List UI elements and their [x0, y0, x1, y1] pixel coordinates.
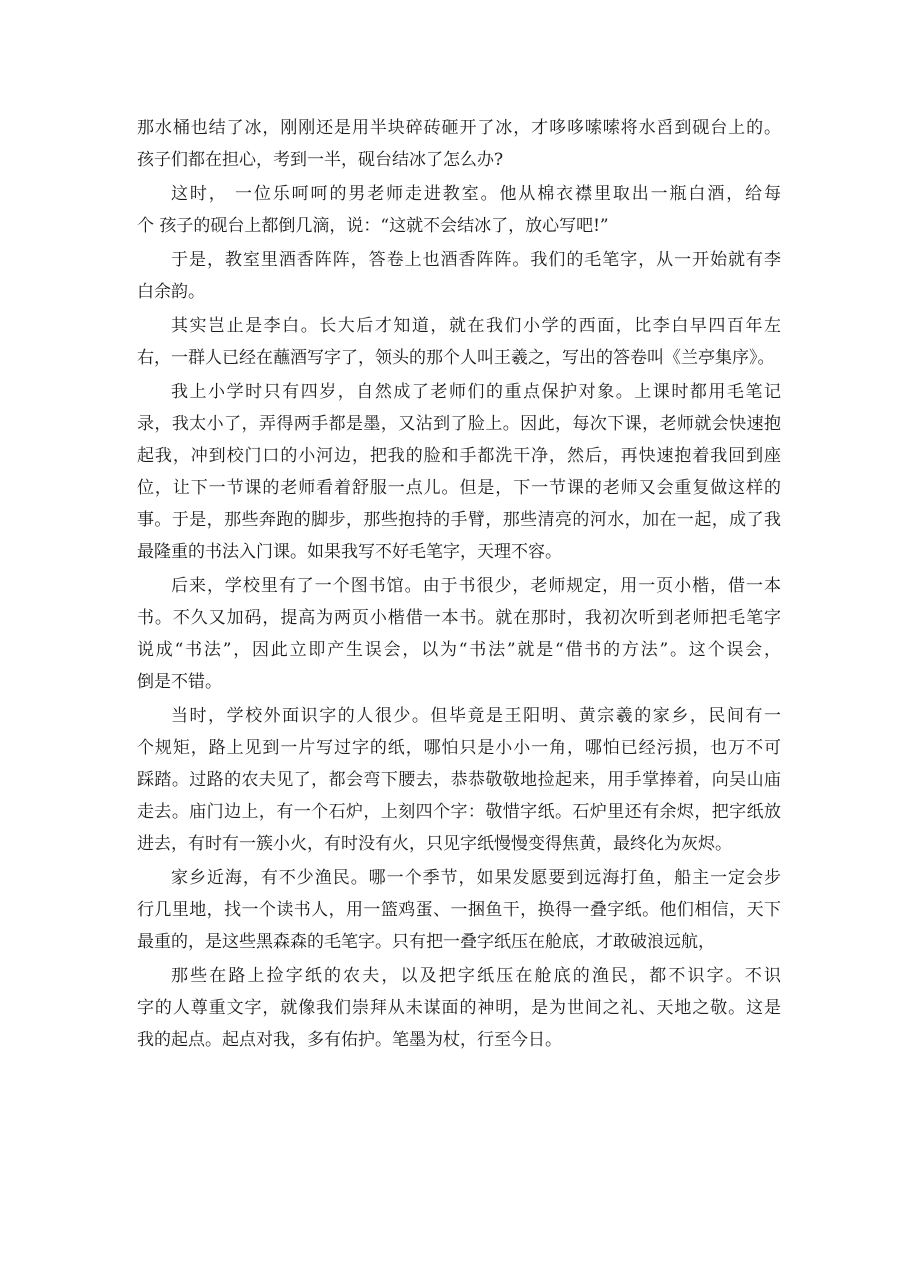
text-line: 行几里地，找一个读书人，用一篮鸡蛋、一捆鱼干，换得一叠字纸。他们相信，天下 [137, 900, 781, 920]
text-line: 孩子们都在担心，考到一半，砚台结冰了怎么办? [137, 150, 504, 170]
text-line: 那水桶也结了冰，刚刚还是用半块碎砖砸开了冰，才哆哆嗦嗦将水舀到砚台上的。 [137, 118, 781, 138]
text-line: 最重的，是这些黑森森的毛笔字。只有把一叠字纸压在舱底，才敢破浪远航， [137, 932, 715, 952]
paragraph [137, 178, 781, 242]
text-line: 个 孩子的砚台上都倒几滴，说：“这就不会结冰了，放心写吧!” [137, 216, 609, 236]
text-line: 书。不久又加码，提高为两页小楷借一本书。就在那时，我初次听到老师把毛笔字 [137, 608, 781, 628]
text-line: 其实岂止是李白。长大后才知道，就在我们小学的西面，比李白早四百年左 [171, 316, 781, 336]
text-line: 我的起点。起点对我，多有佑护。笔墨为杖，行至今日。 [137, 1030, 562, 1050]
paragraph [137, 376, 781, 568]
text-line: 于是，教室里酒香阵阵，答卷上也酒香阵阵。我们的毛笔字，从一开始就有李 [171, 250, 781, 270]
text-line: 我上小学时只有四岁，自然成了老师们的重点保护对象。上课时都用毛笔记 [171, 382, 781, 402]
paragraph [137, 960, 781, 1056]
text-line: 那些在路上捡字纸的农夫，以及把字纸压在舱底的渔民，都不识字。不识 [171, 966, 781, 986]
document-body [137, 112, 781, 1058]
text-line: 右，一群人已经在蘸酒写字了，领头的那个人叫王羲之，写出的答卷叫《兰亭集序》。 [137, 348, 775, 368]
paragraph [137, 310, 781, 374]
text-line: 字的人尊重文字，就像我们崇拜从未谋面的神明，是为世间之礼、天地之敬。这是 [137, 998, 781, 1018]
text-line: 录，我太小了，弄得两手都是墨，又沾到了脸上。因此，每次下课，老师就会快速抱 [137, 414, 781, 434]
paragraph [137, 700, 781, 860]
text-line: 倒是不错。 [137, 672, 222, 692]
text-line: 这时， 一位乐呵呵的男老师走进教室。他从棉衣襟里取出一瓶白酒，给每 [171, 184, 781, 204]
text-line: 家乡近海，有不少渔民。哪一个季节，如果发愿要到远海打鱼，船主一定会步 [171, 868, 781, 888]
text-line: 当时，学校外面识字的人很少。但毕竟是王阳明、黄宗羲的家乡，民间有一 [171, 706, 781, 726]
text-line: 说成“书法”，因此立即产生误会，以为“书法”就是“借书的方法”。这个误会， [137, 640, 781, 660]
paragraph [137, 244, 781, 308]
text-line: 位，让下一节课的老师看着舒服一点儿。但是，下一节课的老师又会重复做这样的 [137, 478, 781, 498]
paragraph [137, 112, 781, 176]
text-line: 白余韵。 [137, 282, 205, 302]
text-line: 最隆重的书法入门课。如果我写不好毛笔字，天理不容。 [137, 542, 562, 562]
text-line: 事。于是，那些奔跑的脚步，那些抱持的手臂，那些清亮的河水，加在一起，成了我 [137, 510, 781, 530]
text-line: 踩踏。过路的农夫见了，都会弯下腰去，恭恭敬敬地捡起来，用手掌捧着，向吴山庙 [137, 770, 781, 790]
text-line: 进去，有时有一簇小火，有时没有火，只见字纸慢慢变得焦黄，最终化为灰烬。 [137, 834, 732, 854]
text-line: 后来，学校里有了一个图书馆。由于书很少，老师规定，用一页小楷，借一本 [171, 576, 781, 596]
text-line: 个规矩，路上见到一片写过字的纸，哪怕只是小小一角，哪怕已经污损，也万不可 [137, 738, 781, 758]
text-line: 起我，冲到校门口的小河边，把我的脸和手都洗干净，然后，再快速抱着我回到座 [137, 446, 781, 466]
text-line: 走去。庙门边上，有一个石炉，上刻四个字：敬惜字纸。石炉里还有余烬，把字纸放 [137, 802, 781, 822]
paragraph [137, 862, 781, 958]
paragraph [137, 570, 781, 698]
